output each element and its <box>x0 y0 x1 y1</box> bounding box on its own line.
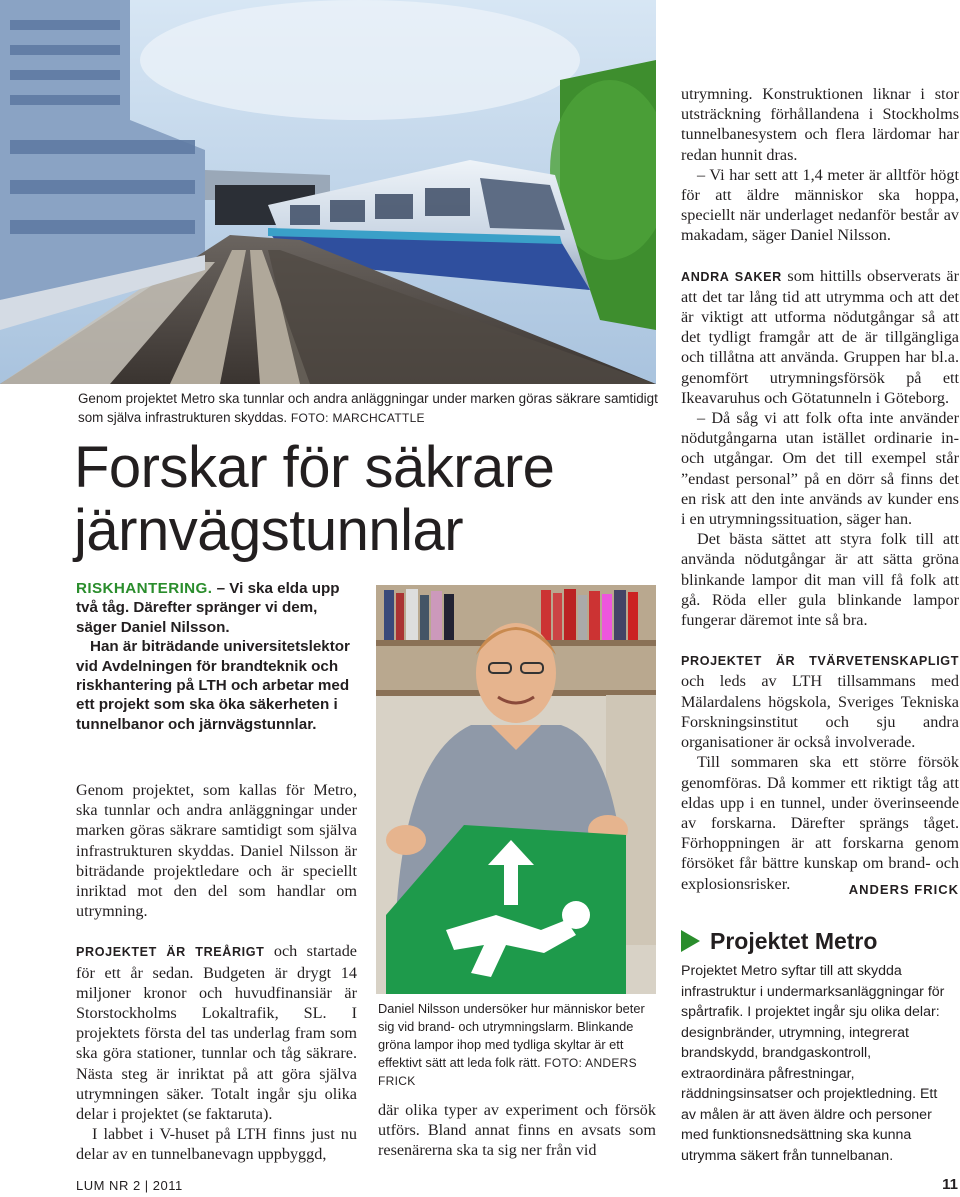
portrait-caption-credit: FOTO: ANDERS FRICK <box>378 1056 637 1088</box>
train-illustration <box>0 0 656 384</box>
body-paragraph: Det bästa sättet att styra folk till att använda nödutgångar är att sätta gröna blinkande lampor dit man vill få folk att gå. Röda eller gula blinkande lampor fungerar däremot inte så bra. <box>681 530 959 630</box>
body-paragraph: där olika typer av experiment och försök utförs. Bland annat finns en avsats som resenärerna ska ta sig ner från vid <box>378 1101 656 1160</box>
hero-caption-text: Genom projektet Metro ska tunnlar och andra anläggningar under marken göras säkrare samtidigt som själva infrastrukturen skyddas. <box>78 391 658 425</box>
factbox-title <box>681 926 959 956</box>
headline-line-1: Forskar för säkrare <box>74 435 555 500</box>
body-paragraph: utrymning. Konstruktionen liknar i stor utsträckning förhållandena i Stockholms tunnelbanesystem och flera lärdomar har redan hunnit dras. <box>681 85 959 164</box>
hero-photo-metro-train <box>0 0 656 384</box>
headline-line-2: järnvägstunnlar <box>74 498 464 563</box>
body-column-1 <box>76 780 357 1165</box>
lead-paragraph-1: – Vi ska elda upp två tåg. Därefter spränger vi dem, säger Daniel Nilsson. <box>76 580 340 636</box>
body-paragraph: som hittills observerats är att det tar lång tid att utrymma och att det är viktigt att utforma nödutgångar så att det tydligt framgår att de är tillgängliga och tillåtna att använda. Gruppen har bl.a. genomfört utrymningsförsök på ett Ikeavaruhus och Götatunneln i Göteborg. <box>681 266 959 407</box>
lead-paragraph-2: Han är biträdande universitetslektor vid Avdelningen för brandteknik och riskhantering på LTH och arbetar med ett projekt som ska öka säkerheten i tunnelbanor och järnvägstunnlar. <box>76 638 350 733</box>
factbox-title-text: Projektet Metro <box>710 928 878 954</box>
portrait-caption-text: Daniel Nilsson undersöker hur människor beter sig vid brand- och utrymningslarm. Blinkande gröna lampor ihop med tydliga skyltar är ett effektivt sätt att leda folk rätt. <box>378 1001 645 1070</box>
portrait-caption <box>378 1000 658 1090</box>
runin-heading: ANDRA SAKER <box>681 269 782 284</box>
body-paragraph: och leds av LTH tillsammans med Mälardalens högskola, Sveriges Tekniska Forskningsinstitut och sju andra organisationer är också involverade. <box>681 672 959 752</box>
hero-caption <box>78 389 658 428</box>
author-byline: ANDERS FRICK <box>848 882 959 897</box>
body-paragraph: Genom projektet, som kallas för Metro, ska tunnlar och andra anläggningar under marken göras säkrare samtidigt som själva infrastrukturen skyddas. Daniel Nilsson är biträdande projektledare och är speciellt inriktad mot den del som handlar om utrymning. <box>76 781 357 921</box>
page-number: 11 <box>942 1176 958 1193</box>
portrait-photo-daniel-nilsson <box>376 585 656 994</box>
factbox-body: Projektet Metro syftar till att skydda infrastruktur i undermarksanläggningar för spårtrafik. I projektet ingår sju olika delar: designbränder, utrymning, integrerat brandskydd, brandgaskontroll, extraordinära påfrestningar, räddningsinsatser och projektledning. Ett av målen är att även äldre och personer med funktionsnedsättning ska kunna utrymma säkert från tunnelbanan. <box>681 963 945 1164</box>
portrait-illustration <box>376 585 656 994</box>
body-column-2 <box>378 1100 656 1161</box>
body-paragraph: I labbet i V-huset på LTH finns just nu delar av en tunnelbanevagn uppbyggd, <box>76 1125 357 1164</box>
body-paragraph: Till sommaren ska ett större försök genomföras. Då kommer ett riktigt tåg att eldas upp i en tunnel, under överinseende av forskarna. Därefter sprängs tåget. Förhoppningen är att forskarna genom försöket får bättre kunskap om brand- och explosionsrisker. <box>681 753 959 893</box>
triangle-arrow-icon <box>681 930 700 952</box>
article-lead <box>76 579 358 734</box>
body-paragraph: och startade för ett år sedan. Budgeten är drygt 14 miljoner kronor och huvudfinansiär är Storstockholms Lokaltrafik, SL. I projektets första del tas underlag fram som ska göra stationer, tunnlar och tåg säkrare. Nästa steg är inriktat på att göra själva utrymningen säker. Totalt ingår sju olika delar i projektet (se faktaruta). <box>76 942 357 1124</box>
footer-publication: LUM NR 2 | 2011 <box>76 1178 183 1193</box>
lead-kicker: RISKHANTERING. <box>76 580 213 597</box>
body-paragraph: – Då såg vi att folk ofta inte använder nödutgångarna utan istället ordinarie in- och utgångar. Om det till exempel står ”endast personal” på en dörr så finns det en risk att den inte används av kunder ens i en utrymningssituation, säger han. <box>681 409 959 529</box>
hero-caption-credit: FOTO: MARCHCATTLE <box>290 411 425 425</box>
runin-heading: PROJEKTET ÄR TVÄRVETENSKAPLIGT <box>681 654 959 669</box>
body-column-3 <box>681 84 959 894</box>
article-headline <box>74 436 634 562</box>
body-paragraph: – Vi har sett att 1,4 meter är alltför högt för att äldre människor ska hoppa, speciellt när underlaget nedanför består av makadam, säger Daniel Nilsson. <box>681 165 959 245</box>
runin-heading: PROJEKTET ÄR TREÅRIGT <box>76 945 265 960</box>
